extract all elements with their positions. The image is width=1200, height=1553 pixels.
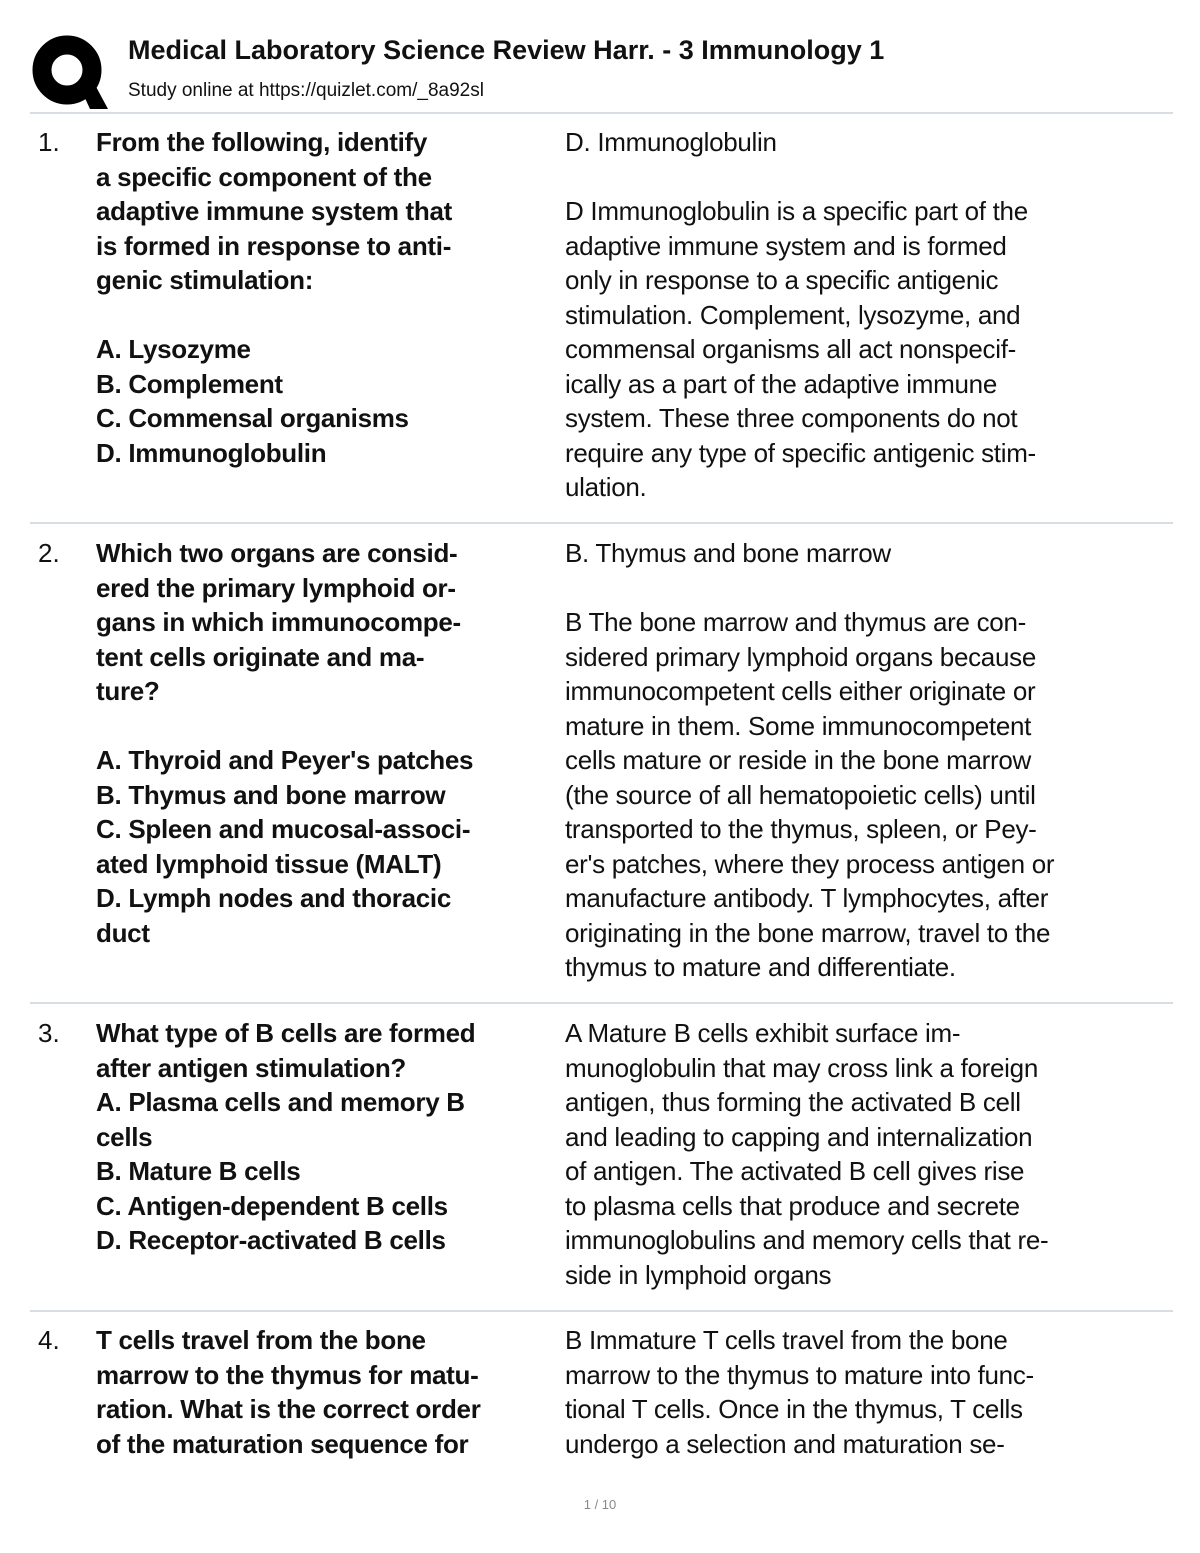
question-line: ture? — [96, 676, 160, 706]
question-line: What type of B cells are formed — [96, 1018, 476, 1048]
question-line: B. Complement — [96, 368, 283, 399]
answer-line: er's patches, where they process antigen or — [565, 848, 1055, 879]
answer-line — [565, 160, 1173, 195]
question-line: B. Thymus and bone marrow — [96, 779, 446, 810]
card-question — [96, 536, 566, 950]
answer-line: immunocompetent cells either originate or — [565, 676, 1036, 706]
question-line: A. Lysozyme — [96, 334, 251, 364]
question-line: C. Commensal organisms — [96, 403, 409, 433]
answer-line: cells mature or reside in the bone marrow — [565, 745, 1032, 775]
question-line: cells — [96, 1121, 153, 1152]
question-line: D. Receptor-activated B cells — [96, 1225, 446, 1255]
question-line: D. Lymph nodes and thoracic — [96, 883, 451, 913]
question-line: genic stimulation: — [96, 265, 314, 295]
question-line: gans in which immunocompe- — [96, 607, 461, 637]
answer-line: undergo a selection and maturation se- — [565, 1428, 1005, 1459]
card-answer — [565, 1016, 1173, 1292]
question-line: after antigen stimulation? — [96, 1052, 407, 1083]
answer-line: adaptive immune system and is formed — [565, 230, 1007, 261]
quizlet-logo-icon — [30, 33, 110, 113]
answer-line: require any type of specific antigenic stim- — [565, 437, 1036, 468]
answer-line: munoglobulin that may cross link a foreign — [565, 1052, 1038, 1083]
question-line: From the following, identify — [96, 127, 428, 157]
question-line: tent cells originate and ma- — [96, 641, 425, 672]
question-line: Which two organs are consid- — [96, 538, 458, 568]
answer-line: (the source of all hematopoietic cells) until — [565, 779, 1036, 810]
question-line: ated lymphoid tissue (MALT) — [96, 848, 442, 879]
card-number: 1. — [38, 127, 60, 157]
question-line: is formed in response to anti- — [96, 230, 452, 261]
answer-line — [565, 571, 1173, 606]
answer-line: immunoglobulins and memory cells that re- — [565, 1225, 1049, 1255]
question-line: a specific component of the — [96, 161, 432, 192]
divider — [30, 522, 1173, 524]
question-line — [96, 709, 566, 744]
question-line — [96, 298, 566, 333]
question-line: ered the primary lymphoid or- — [96, 572, 456, 603]
card-question — [96, 125, 566, 470]
answer-line: manufacture antibody. T lymphocytes, after — [565, 883, 1049, 913]
question-line: adaptive immune system that — [96, 196, 453, 226]
card-number: 2. — [38, 538, 60, 568]
divider — [30, 1002, 1173, 1004]
answer-line: thymus to mature and differentiate. — [565, 952, 956, 982]
question-line: of the maturation sequence for — [96, 1428, 469, 1459]
answer-line: D. Immunoglobulin — [565, 127, 777, 157]
card-answer — [565, 125, 1173, 505]
question-line: C. Spleen and mucosal-associ- — [96, 814, 471, 844]
question-line: ration. What is the correct order — [96, 1394, 481, 1424]
answer-line: antigen, thus forming the activated B cell — [565, 1087, 1021, 1117]
card-answer — [565, 536, 1173, 985]
answer-line: and leading to capping and internalization — [565, 1121, 1033, 1152]
answer-line: ically as a part of the adaptive immune — [565, 368, 997, 399]
card-question — [96, 1323, 566, 1461]
question-line: T cells travel from the bone — [96, 1325, 426, 1355]
page-indicator: 1 / 10 — [583, 1497, 617, 1512]
answer-line: ulation. — [565, 472, 647, 502]
page-header — [30, 25, 1175, 115]
study-online-link[interactable]: Study online at https://quizlet.com/_8a92sl — [128, 80, 484, 101]
answer-line: B Immature T cells travel from the bone — [565, 1325, 1008, 1355]
answer-line: side in lymphoid organs — [565, 1259, 832, 1290]
deck-title: Medical Laboratory Science Review Harr. - 3 Immunology 1 — [128, 35, 885, 65]
answer-line: D Immunoglobulin is a specific part of the — [565, 196, 1028, 226]
card-number: 4. — [38, 1325, 60, 1355]
answer-line: commensal organisms all act nonspecif- — [565, 334, 1017, 364]
question-line: A. Plasma cells and memory B — [96, 1087, 465, 1117]
card-question — [96, 1016, 566, 1258]
answer-line: originating in the bone marrow, travel to the — [565, 917, 1051, 948]
question-line: C. Antigen-dependent B cells — [96, 1190, 448, 1221]
answer-line: of antigen. The activated B cell gives rise — [565, 1156, 1025, 1186]
answer-line: marrow to the thymus to mature into func- — [565, 1359, 1034, 1390]
card-number: 3. — [38, 1018, 60, 1048]
question-line: D. Immunoglobulin — [96, 437, 327, 468]
divider — [30, 1310, 1173, 1312]
card-answer — [565, 1323, 1173, 1461]
answer-line: only in response to a specific antigenic — [565, 265, 999, 295]
answer-line: to plasma cells that produce and secrete — [565, 1190, 1020, 1221]
question-line: duct — [96, 917, 150, 948]
answer-line: transported to the thymus, spleen, or Pey- — [565, 814, 1037, 844]
answer-line: B. Thymus and bone marrow — [565, 538, 891, 568]
question-line: A. Thyroid and Peyer's patches — [96, 745, 474, 775]
answer-line: system. These three components do not — [565, 403, 1018, 433]
question-line: B. Mature B cells — [96, 1156, 301, 1186]
answer-line: mature in them. Some immunocompetent — [565, 710, 1032, 741]
answer-line: tional T cells. Once in the thymus, T cells — [565, 1394, 1023, 1424]
answer-line: sidered primary lymphoid organs because — [565, 641, 1036, 672]
divider — [30, 112, 1173, 114]
answer-line: B The bone marrow and thymus are con- — [565, 607, 1026, 637]
answer-line: A Mature B cells exhibit surface im- — [565, 1018, 961, 1048]
answer-line: stimulation. Complement, lysozyme, and — [565, 299, 1021, 330]
question-line: marrow to the thymus for matu- — [96, 1359, 479, 1390]
